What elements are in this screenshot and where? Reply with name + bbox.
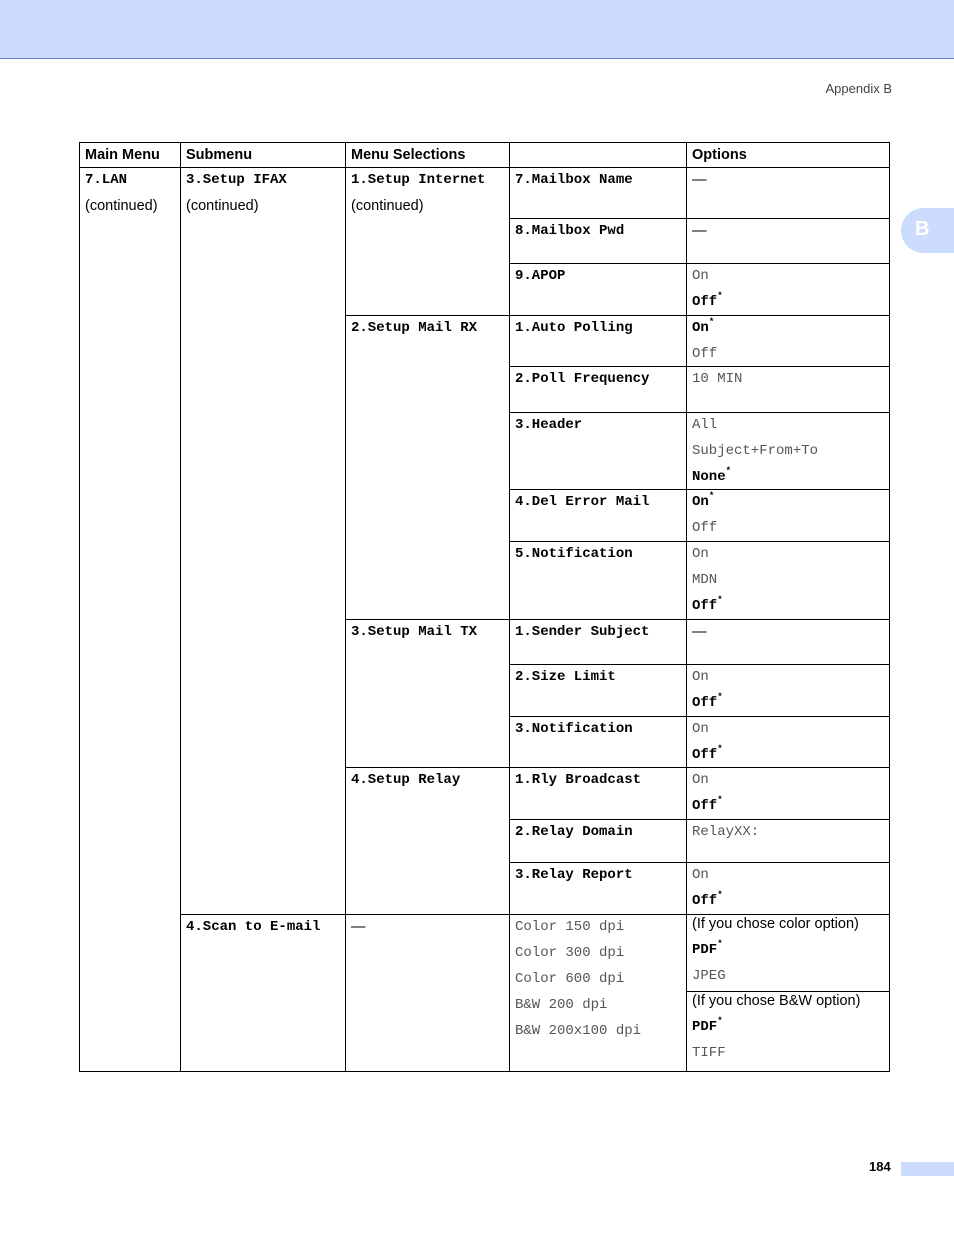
option-value: [692, 412, 818, 438]
options-cell: [692, 218, 707, 244]
table-row: [515, 263, 565, 289]
option-text: PDF: [692, 942, 718, 958]
options-cell: [692, 716, 723, 768]
option-value: [692, 515, 717, 541]
option-value: [692, 963, 859, 989]
options-cell: [692, 819, 759, 845]
default-marker: *: [717, 595, 723, 606]
option-dash: —: [692, 172, 707, 188]
resolution-option: Color 300 dpi: [515, 945, 625, 961]
table-row: [515, 862, 633, 888]
option-value: [692, 489, 717, 515]
default-marker: *: [717, 692, 723, 703]
main-menu-item: 7.LAN: [85, 172, 128, 188]
option-text: Off: [692, 695, 718, 711]
menu-selection-item: —: [351, 919, 366, 935]
option-value: [692, 690, 723, 716]
option-dash: —: [692, 624, 707, 640]
resolution-option: Color 150 dpi: [515, 919, 625, 935]
option-value: [692, 862, 723, 888]
option-text: All: [692, 417, 718, 433]
option-text: None: [692, 469, 726, 485]
option-text: On: [692, 268, 709, 284]
option-value: [692, 567, 723, 593]
default-marker: *: [717, 744, 723, 755]
column-header: Submenu: [186, 147, 253, 163]
option-text: Subject+From+To: [692, 443, 819, 459]
table-rule-horizontal: [79, 1071, 890, 1072]
resolution-option: B&W 200 dpi: [515, 997, 608, 1013]
options-cell: [692, 541, 723, 619]
option-value: [692, 541, 723, 567]
table-row: [515, 767, 641, 793]
table-row: [515, 412, 582, 438]
table-rule-vertical: [79, 142, 80, 1072]
menu-selection-item: 1.Setup Internet: [351, 172, 486, 188]
option-value: [692, 464, 818, 490]
continued-note: (continued): [85, 198, 158, 214]
column-header: Options: [692, 147, 747, 163]
options-cell: [692, 366, 742, 392]
column-header: Main Menu: [85, 147, 160, 163]
page-number: 184: [869, 1159, 891, 1174]
sub-selection-item: 3.Relay Report: [515, 867, 633, 883]
options-cell: [692, 664, 723, 716]
options-cell: [692, 619, 707, 645]
continued-note: (continued): [186, 198, 259, 214]
table-row: [515, 619, 649, 645]
sub-selection-item: 2.Poll Frequency: [515, 371, 650, 387]
menu-selection-cell: [351, 619, 477, 645]
default-marker: *: [717, 890, 723, 901]
options-cell: [692, 489, 717, 541]
options-cell: [692, 263, 723, 315]
table-row: [515, 315, 633, 341]
option-text: Off: [692, 520, 718, 536]
options-cell: [692, 167, 707, 193]
sub-selection-item: 3.Notification: [515, 721, 633, 737]
option-value: [692, 742, 723, 768]
option-note: (If you chose B&W option): [692, 993, 861, 1009]
menu-selection-cell: [351, 167, 485, 219]
option-text: Off: [692, 893, 718, 909]
menu-table: [79, 142, 890, 1071]
table-rule-vertical: [345, 142, 346, 1072]
top-banner: [0, 0, 954, 59]
submenu-item: 4.Scan to E-mail: [186, 919, 321, 935]
options-cell: [692, 862, 723, 914]
table-row: [515, 664, 616, 690]
option-text: Off: [692, 747, 718, 763]
option-note: (If you chose color option): [692, 916, 859, 932]
options-cell: [692, 412, 818, 490]
option-text: MDN: [692, 572, 718, 588]
table-row: [515, 218, 624, 244]
default-marker: *: [717, 939, 723, 950]
sub-selection-item: 1.Rly Broadcast: [515, 772, 642, 788]
table-row: [515, 167, 633, 193]
options-cell: [692, 315, 717, 367]
sub-selection-item: 9.APOP: [515, 268, 566, 284]
resolution-option: B&W 200x100 dpi: [515, 1023, 642, 1039]
main-menu-cell: [85, 167, 158, 219]
table-row: [515, 819, 633, 845]
table-rule-vertical: [509, 142, 510, 1072]
option-text: 10 MIN: [692, 371, 743, 387]
sub-selection-item: 2.Relay Domain: [515, 824, 633, 840]
option-value: [692, 366, 742, 392]
sub-selection-item: 2.Size Limit: [515, 669, 616, 685]
sub-selection-item: 1.Auto Polling: [515, 320, 633, 336]
option-value: [692, 289, 723, 315]
menu-selection-cell: [351, 767, 460, 793]
option-value: [692, 263, 723, 289]
option-text: On: [692, 669, 709, 685]
table-rule-vertical: [686, 142, 687, 1072]
table-row: [515, 366, 649, 392]
option-value: [692, 664, 723, 690]
option-dash: —: [692, 223, 707, 239]
option-text: On: [692, 320, 709, 336]
table-row: [515, 716, 633, 742]
color-options-cell: [692, 911, 859, 989]
appendix-tab-letter: B: [915, 218, 930, 240]
default-marker: *: [717, 291, 723, 302]
column-header: Menu Selections: [351, 147, 466, 163]
default-marker: *: [717, 1016, 723, 1027]
bw-options-cell: [692, 988, 860, 1066]
table-rule-vertical: [180, 142, 181, 1072]
option-text: On: [692, 721, 709, 737]
submenu-cell: [186, 914, 320, 940]
sub-selection-item: 7.Mailbox Name: [515, 172, 633, 188]
menu-selection-item: 2.Setup Mail RX: [351, 320, 478, 336]
option-text: On: [692, 546, 709, 562]
menu-selection-cell: [351, 914, 366, 940]
option-text: PDF: [692, 1019, 718, 1035]
sub-selection-item: 5.Notification: [515, 546, 633, 562]
option-value: [692, 937, 859, 963]
option-value: [692, 767, 723, 793]
default-marker: *: [708, 317, 715, 328]
option-value: [692, 341, 717, 367]
option-text: On: [692, 867, 709, 883]
sub-selection-item: 1.Sender Subject: [515, 624, 650, 640]
menu-selection-item: 4.Setup Relay: [351, 772, 461, 788]
option-text: On: [692, 494, 709, 510]
page-number-bar: [901, 1162, 954, 1176]
option-text: RelayXX:: [692, 824, 760, 840]
submenu-item: 3.Setup IFAX: [186, 172, 287, 188]
option-value: [692, 593, 723, 619]
scan-resolution-cell: [515, 914, 641, 1044]
option-text: On: [692, 772, 709, 788]
default-marker: *: [725, 466, 732, 477]
option-text: Off: [692, 598, 718, 614]
menu-selection-item: 3.Setup Mail TX: [351, 624, 478, 640]
option-text: TIFF: [692, 1045, 726, 1061]
option-text: JPEG: [692, 968, 726, 984]
menu-selection-cell: [351, 315, 477, 341]
default-marker: *: [708, 491, 715, 502]
option-text: Off: [692, 346, 718, 362]
sub-selection-item: 4.Del Error Mail: [515, 494, 650, 510]
default-marker: *: [717, 795, 723, 806]
option-value: [692, 716, 723, 742]
option-value: [692, 315, 717, 341]
option-text: Off: [692, 798, 718, 814]
options-cell: [692, 767, 723, 819]
option-value: [692, 1040, 860, 1066]
section-label: Appendix B: [825, 81, 892, 96]
table-row: [515, 541, 633, 567]
option-value: [692, 793, 723, 819]
appendix-tab: [901, 208, 954, 253]
option-value: [692, 1014, 860, 1040]
continued-note: (continued): [351, 198, 424, 214]
option-value: [692, 438, 818, 464]
sub-selection-item: 8.Mailbox Pwd: [515, 223, 625, 239]
table-row: [515, 489, 649, 515]
sub-selection-item: 3.Header: [515, 417, 583, 433]
option-text: Off: [692, 294, 718, 310]
option-value: [692, 819, 759, 845]
table-rule-vertical: [889, 142, 890, 1072]
submenu-cell: [186, 167, 287, 219]
resolution-option: Color 600 dpi: [515, 971, 625, 987]
